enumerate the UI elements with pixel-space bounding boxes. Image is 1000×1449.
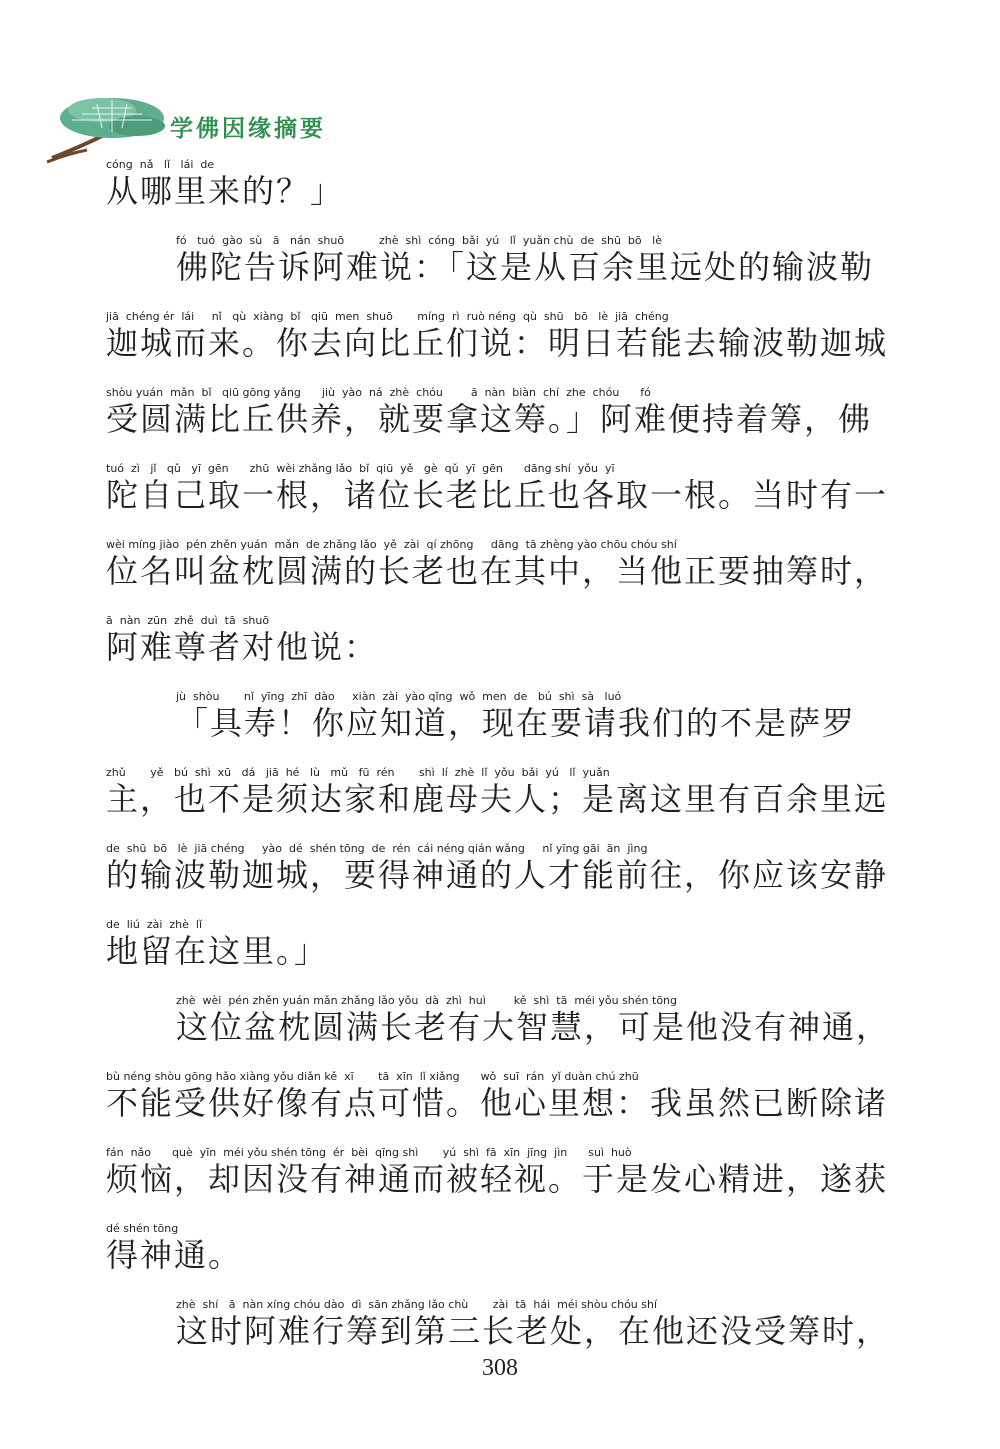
text-content: 地留在这里。」: [106, 932, 329, 970]
pinyin-annotation: zhǔ yě bú shì xū dá jiā hé lù mǔ fū rén shì lí zhè lǐ yǒu bǎi yú lǐ yuǎn: [106, 766, 610, 779]
text-content: 「具寿！你应知道，现在要请我们的不是萨罗: [176, 704, 857, 742]
text-content: 受圆满比丘供养，就要拿这筹。」阿难便持着筹，佛: [106, 400, 873, 438]
text-content: 这位盆枕圆满长老有大智慧，可是他没有神通，: [176, 1008, 891, 1046]
text-content: 这时阿难行筹到第三长老处，在他还没受筹时，: [176, 1312, 891, 1350]
pinyin-annotation: cóng nǎ lǐ lái de: [106, 158, 215, 171]
pinyin-annotation: de liú zài zhè lǐ: [106, 918, 203, 931]
pinyin-annotation: shòu yuán mǎn bǐ qiū gōng yǎng jiù yào ná zhè chóu ā nàn biàn chí zhe chóu fó: [106, 386, 651, 399]
text-content: 烦恼，却因没有神通而被轻视。于是发心精进，遂获: [106, 1160, 889, 1198]
pinyin-annotation: fó tuó gào sù ā nán shuō zhè shì cóng bǎi yú lǐ yuǎn chù de shū bō lè: [176, 234, 662, 247]
pinyin-annotation: zhè wèi pén zhěn yuán mǎn zhǎng lǎo yǒu dà zhì huì kě shì tā méi yǒu shén tōng: [176, 994, 677, 1007]
text-content: 阿难尊者对他说：: [106, 628, 379, 666]
section-title: 学佛因缘摘要: [170, 116, 326, 142]
text-content: 陀自己取一根，诸位长老比丘也各取一根。当时有一: [106, 476, 889, 514]
pinyin-annotation: fán nǎo què yīn méi yǒu shén tōng ér bèi qīng shì yú shì fā xīn jīng jìn suì huò: [106, 1146, 632, 1159]
page-number: 308: [482, 1355, 518, 1381]
text-content: 从哪里来的？」: [106, 172, 345, 210]
pinyin-annotation: bù néng shòu gōng hǎo xiàng yǒu diǎn kě xī tā xīn lǐ xiǎng wǒ suī rán yǐ duàn chú zhū: [106, 1070, 639, 1083]
pinyin-annotation: ā nàn zūn zhě duì tā shuō: [106, 614, 270, 627]
pinyin-annotation: dé shén tōng: [106, 1222, 179, 1235]
pinyin-annotation: de shū bō lè jiā chéng yào dé shén tōng de rén cái néng qián wǎng nǐ yīng gāi ān jìng: [106, 842, 648, 855]
text-content: 位名叫盆枕圆满的长老也在其中，当他正要抽筹时，: [106, 552, 889, 590]
text-content: 佛陀告诉阿难说：「这是从百余里远处的输波勒: [176, 248, 875, 286]
text-content: 迦城而来。你去向比丘们说：明日若能去输波勒迦城: [106, 324, 889, 362]
text-content: 不能受供好像有点可惜。他心里想：我虽然已断除诸: [106, 1084, 889, 1122]
pinyin-annotation: tuó zì jǐ qǔ yī gēn zhū wèi zhǎng lǎo bǐ qiū yě gè qǔ yī gēn dāng shí yǒu yī: [106, 462, 615, 475]
pinyin-annotation: jiā chéng ér lái nǐ qù xiàng bǐ qiū men shuō míng rì ruò néng qù shū bō lè jiā chéng: [106, 310, 669, 323]
pinyin-annotation: wèi míng jiào pén zhěn yuán mǎn de zhǎng lǎo yě zài qí zhōng dāng tā zhèng yào chōu chóu shí: [106, 538, 677, 551]
text-content: 的输波勒迦城，要得神通的人才能前往，你应该安静: [106, 856, 889, 894]
text-content: 得神通。: [106, 1236, 243, 1274]
text-content: 主，也不是须达家和鹿母夫人；是离这里有百余里远: [106, 780, 889, 818]
pinyin-annotation: zhè shí ā nàn xíng chóu dào dì sān zhǎng lǎo chù zài tā hái méi shòu chóu shí: [176, 1298, 658, 1311]
pinyin-annotation: jù shòu nǐ yīng zhī dào xiàn zài yào qǐng wǒ men de bú shì sà luó: [176, 690, 622, 703]
